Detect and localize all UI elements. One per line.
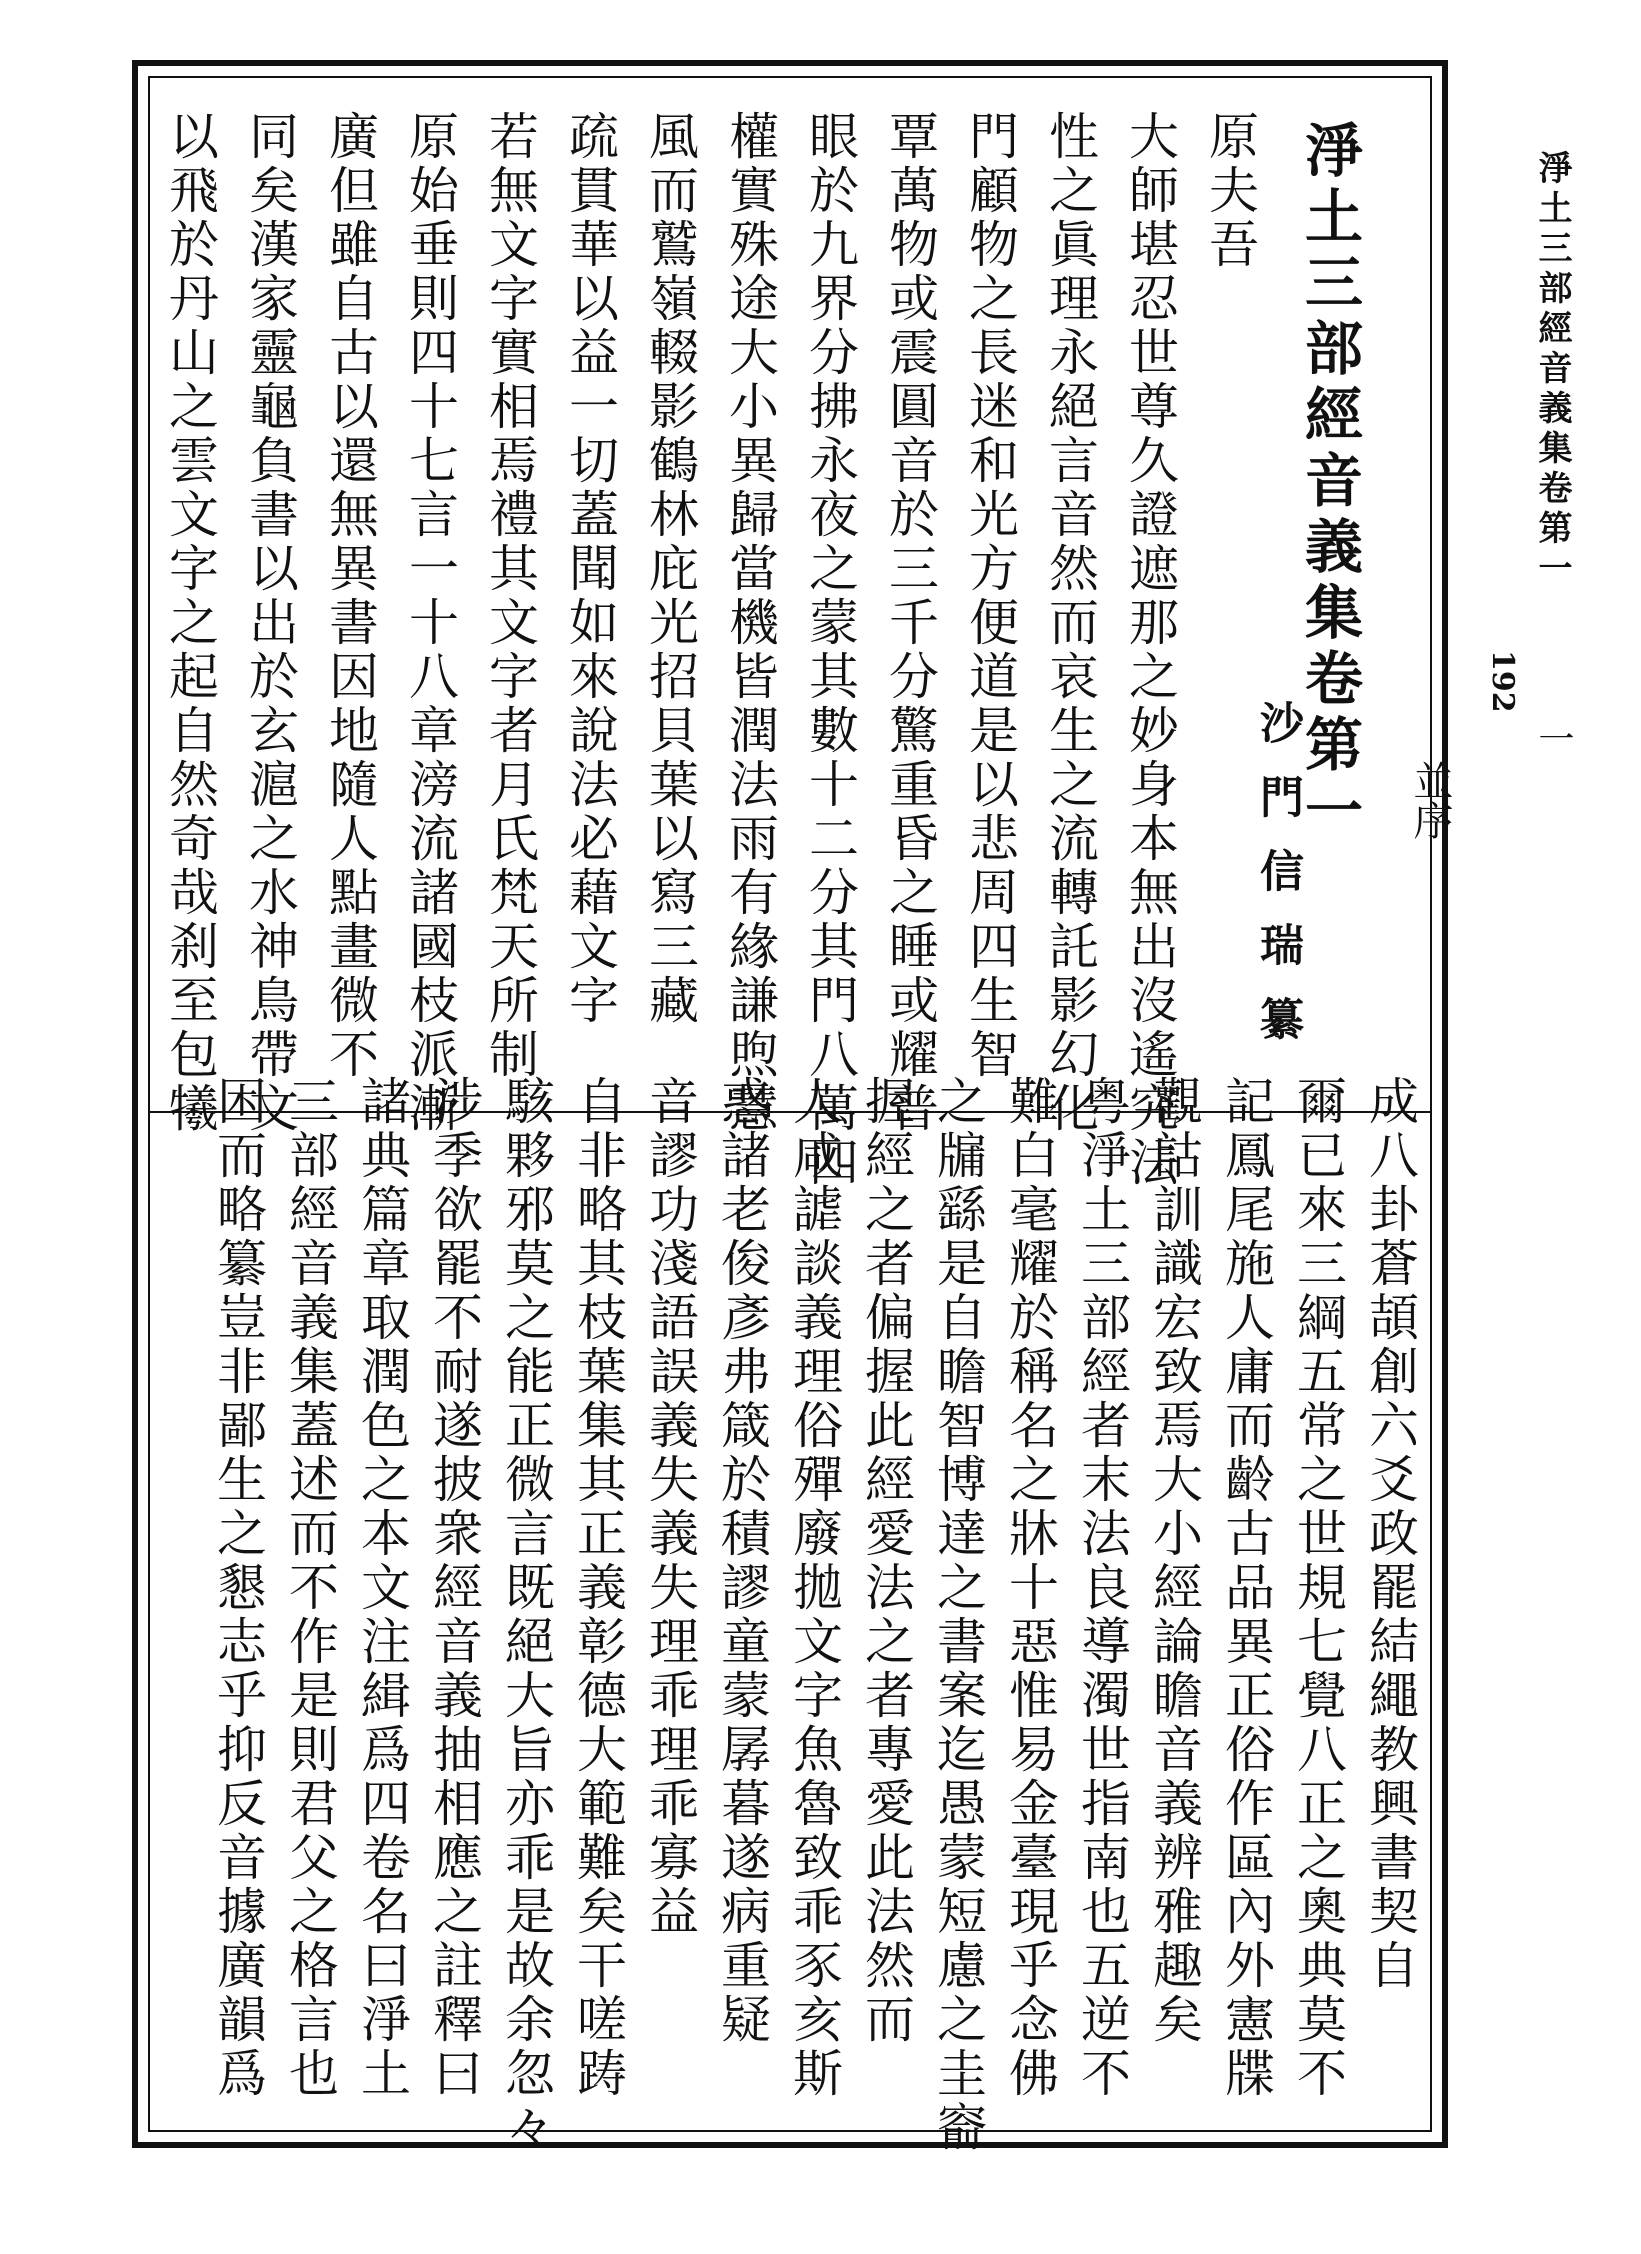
text-column: 性之眞理永絕言音然而哀生之流轉託影幻化 <box>1041 110 1099 1136</box>
text-column: 原始垂則四十七言一十八章滂流諸國枝派漸 <box>401 110 459 1136</box>
text-column: 三部經音義集蓋述而不作是則君父之格言也 <box>281 1075 339 2101</box>
text-column: 惑諸老俊彥弗箴於積謬童蒙孱暮遂病重疑 <box>713 1075 771 2047</box>
text-column: 自非略其枝葉集其正義彰德大範難矣干嗟踌 <box>569 1075 627 2101</box>
text-column: 難白毫耀於稱名之牀十惡惟易金臺現乎念佛 <box>1001 1075 1059 2101</box>
preface-mark: 並序 <box>1407 760 1453 840</box>
text-column: 以飛於丹山之雲文字之起自然奇哉刹至包犧 <box>161 110 219 1136</box>
text-column: 眼於九界分拂永夜之蒙其數十二分其門八萬四 <box>801 110 859 1190</box>
text-column: 之牖繇是自瞻智博達之書案迄愚蒙短慮之圭窬 <box>929 1075 987 2155</box>
text-column: 觀詁訓識宏致焉大小經論瞻音義辨雅趣矣 <box>1145 1075 1203 2047</box>
text-column: 人咸謔談義理俗殫廢拋文字魚魯致乖豕亥斯 <box>785 1075 843 2101</box>
margin-mark: 一 <box>1533 720 1574 756</box>
text-column: 成八卦蒼頡創六爻政罷結繩教興書契自 <box>1361 1075 1419 1993</box>
text-column: 若無文字實相焉禮其文字者月氏梵天所制 <box>481 110 539 1082</box>
text-column: 大師堪忍世尊久證遮那之妙身本無出沒遙究法 <box>1121 110 1179 1190</box>
text-column: 同矣漢家靈龜負書以出於玄滬之水神鳥帶文 <box>241 110 299 1136</box>
text-column: 權實殊途大小異歸當機皆潤法雨有緣謙煦慧 <box>721 110 779 1136</box>
margin-running-title: 淨土三部經音義集卷第一 <box>1532 150 1572 590</box>
text-column: 駭夥邪莫之能正微言既絕大旨亦乖是故余忽々 <box>497 1075 555 2155</box>
page-number: 192 <box>1485 650 1520 713</box>
text-column: 音謬功淺語誤義失義失理乖理乖寡益 <box>641 1075 699 1939</box>
text-column: 粤淨土三部經者末法良導濁世指南也五逆不 <box>1073 1075 1131 2101</box>
text-column: 握經之者偏握此經愛法之者專愛此法然而 <box>857 1075 915 2047</box>
text-column: 爾已來三綱五常之世規七覺八正之奧典莫不 <box>1289 1075 1347 2101</box>
text-column: 記鳳尾施人庸而齡古品異正俗作區內外憲牒 <box>1217 1075 1275 2101</box>
text-column: 廣但雖自古以還無異書因地隨人點畫微不 <box>321 110 379 1082</box>
text-column: 風而鷲嶺輟影鶴林庇光招貝葉以寫三藏 <box>641 110 699 1028</box>
text-column: 覃萬物或震圓音於三千分驚重昏之睡或耀普 <box>881 110 939 1136</box>
text-column: 原夫吾 <box>1201 110 1259 272</box>
author-line: 沙門信瑞纂 <box>1252 700 1303 1070</box>
text-column: 困而略纂豈非鄙生之懇志乎抑反音據廣韻爲 <box>209 1075 267 2101</box>
text-column: 疏貫華以益一切蓋聞如來說法必藉文字 <box>561 110 619 1028</box>
text-column: 諸典篇章取潤色之本文注緝爲四卷名曰淨土 <box>353 1075 411 2101</box>
text-column: 涉季欲罷不耐遂披衆經音義抽相應之註釋曰 <box>425 1075 483 2101</box>
text-column: 門顧物之長迷和光方便道是以悲周四生智 <box>961 110 1019 1082</box>
volume-title: 淨土三部經音義集卷第一 <box>1295 120 1363 846</box>
